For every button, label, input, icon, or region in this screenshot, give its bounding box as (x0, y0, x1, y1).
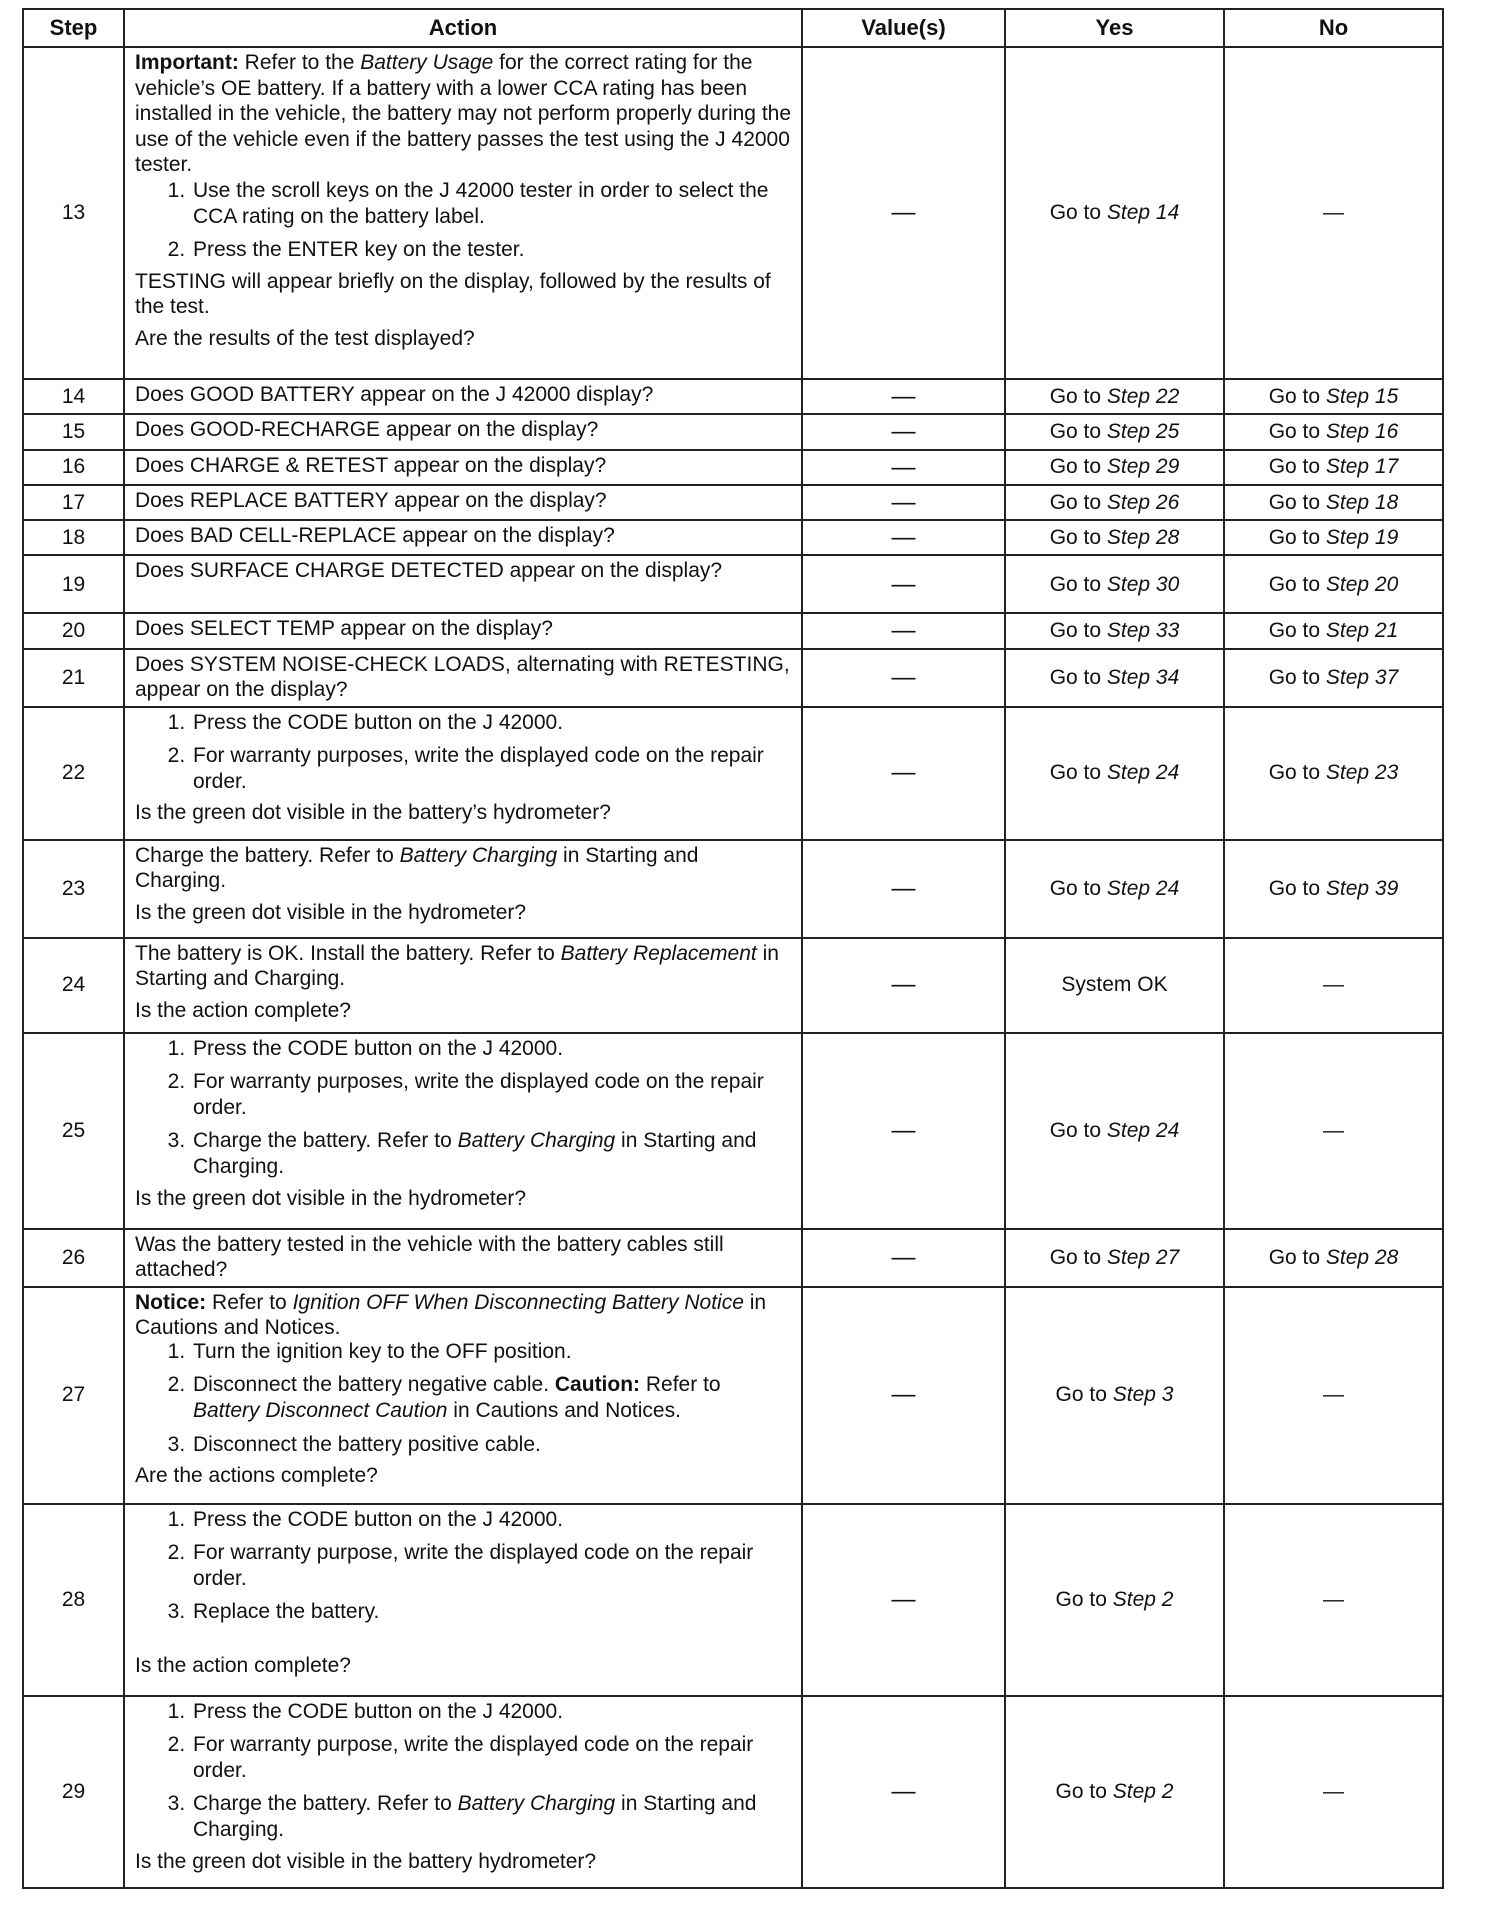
yes-step-link: Step 25 (1106, 420, 1180, 444)
no-cell: Go to Step 28 (1224, 1229, 1443, 1287)
list-item: 2. For warranty purposes, write the displayed code on the repair order. (191, 1069, 791, 1120)
table-row (23, 555, 1443, 613)
no-cell: — (1224, 1696, 1443, 1888)
ignition-off-notice-reference: Ignition OFF When Disconnecting Battery Notice (292, 1290, 744, 1314)
list-item: 2. Disconnect the battery negative cable. Caution: Refer to Battery Disconnect Caution in Cautions and Notices. (191, 1372, 791, 1423)
battery-charging-reference: Battery Charging (457, 1792, 616, 1816)
value-cell: — (802, 1696, 1005, 1888)
yes-step-link: Step 22 (1106, 384, 1180, 408)
yes-step-link: Step 24 (1106, 1118, 1180, 1142)
action-question: Are the results of the test displayed? (135, 327, 475, 351)
value-cell: — (802, 379, 1005, 414)
list-item: 2. For warranty purpose, write the displayed code on the repair order. (191, 1540, 791, 1591)
list-item: 1. Use the scroll keys on the J 42000 tester in order to select the CCA rating on the battery label. (191, 178, 791, 229)
step-number: 14 (23, 379, 124, 414)
procedure-list (135, 710, 791, 795)
action-question: Is the green dot visible in the hydrometer? (135, 900, 527, 924)
value-cell: — (802, 520, 1005, 555)
yes-cell: Go to Step 24 (1005, 840, 1224, 938)
yes-step-link: Step 3 (1112, 1383, 1174, 1407)
no-cell: Go to Step 37 (1224, 649, 1443, 707)
value-cell: — (802, 1287, 1005, 1504)
action-cell (124, 485, 802, 520)
value-cell: — (802, 47, 1005, 379)
list-item: 3. Charge the battery. Refer to Battery Charging in Starting and Charging. (191, 1128, 791, 1179)
yes-cell: Go to Step 27 (1005, 1229, 1224, 1287)
no-step-link: Step 37 (1325, 665, 1399, 689)
step-number: 25 (23, 1033, 124, 1229)
procedure-list (135, 1339, 791, 1457)
procedure-list (135, 1507, 791, 1625)
yes-cell: Go to Step 30 (1005, 555, 1224, 613)
step-number: 15 (23, 414, 124, 449)
no-cell: Go to Step 20 (1224, 555, 1443, 613)
yes-cell: Go to Step 34 (1005, 649, 1224, 707)
header-values: Value(s) (802, 9, 1005, 47)
action-cell (124, 840, 802, 938)
table-row (23, 379, 1443, 414)
yes-cell: System OK (1005, 938, 1224, 1033)
action-question: Is the green dot visible in the battery hydrometer? (135, 1849, 597, 1873)
action-question: Is the action complete? (135, 998, 351, 1022)
yes-step-link: Step 2 (1112, 1587, 1174, 1611)
no-cell: Go to Step 23 (1224, 707, 1443, 840)
action-cell (124, 555, 802, 613)
table-row (23, 450, 1443, 485)
value-cell: — (802, 414, 1005, 449)
value-cell: — (802, 1033, 1005, 1229)
yes-step-link: Step 27 (1106, 1245, 1180, 1269)
action-question: Does SYSTEM NOISE-CHECK LOADS, alternating with RETESTING, appear on the display? (135, 652, 790, 702)
action-question: Is the action complete? (135, 1654, 351, 1678)
diagnostic-table (22, 8, 1444, 1889)
no-step-link: Step 16 (1325, 420, 1399, 444)
yes-cell: Go to Step 2 (1005, 1504, 1224, 1696)
list-item: 1. Press the CODE button on the J 42000. (191, 1507, 791, 1533)
no-cell: — (1224, 1504, 1443, 1696)
table-row (23, 1229, 1443, 1287)
procedure-list (135, 1699, 791, 1843)
yes-cell: Go to Step 24 (1005, 707, 1224, 840)
no-cell: — (1224, 1033, 1443, 1229)
list-item: 3. Charge the battery. Refer to Battery Charging in Starting and Charging. (191, 1791, 791, 1842)
header-yes: Yes (1005, 9, 1224, 47)
yes-step-link: Step 34 (1106, 665, 1180, 689)
no-cell: Go to Step 19 (1224, 520, 1443, 555)
battery-disconnect-caution-reference: Battery Disconnect Caution (193, 1399, 448, 1423)
action-question: Does SURFACE CHARGE DETECTED appear on the display? (135, 559, 723, 583)
action-cell (124, 938, 802, 1033)
list-item: 1. Press the CODE button on the J 42000. (191, 1699, 791, 1725)
step-number: 19 (23, 555, 124, 613)
step-number: 16 (23, 450, 124, 485)
action-cell (124, 1696, 802, 1888)
yes-cell: Go to Step 3 (1005, 1287, 1224, 1504)
battery-charging-reference: Battery Charging (399, 843, 558, 867)
notice-paragraph: Notice: Refer to Ignition OFF When Disconnecting Battery Notice in Cautions and Notices. (135, 1290, 767, 1340)
action-question: Was the battery tested in the vehicle with the battery cables still attached? (135, 1232, 724, 1282)
step-number: 18 (23, 520, 124, 555)
no-cell: — (1224, 47, 1443, 379)
action-question: Are the actions complete? (135, 1464, 378, 1488)
list-item: 2. For warranty purposes, write the displayed code on the repair order. (191, 743, 791, 794)
no-step-link: Step 28 (1325, 1245, 1399, 1269)
battery-usage-reference: Battery Usage (360, 51, 494, 74)
yes-step-link: Step 33 (1106, 619, 1180, 643)
caution-label: Caution: (554, 1373, 641, 1397)
step-number: 13 (23, 47, 124, 379)
step-number: 17 (23, 485, 124, 520)
action-cell (124, 414, 802, 449)
action-cell (124, 47, 802, 379)
table-row (23, 1696, 1443, 1888)
yes-step-link: Step 30 (1106, 572, 1180, 596)
table-row (23, 414, 1443, 449)
value-cell: — (802, 450, 1005, 485)
step-number: 27 (23, 1287, 124, 1504)
table-row (23, 649, 1443, 707)
important-paragraph: Important: Refer to the Battery Usage for the correct rating for the vehicle’s OE battery. If a battery with a lower CCA rating has been installed in the vehicle, the battery may not perform properly during the use of the vehicle even if the battery passes the test using the J 42000 tester. (135, 51, 792, 177)
step-number: 21 (23, 649, 124, 707)
step-number: 26 (23, 1229, 124, 1287)
action-cell (124, 1033, 802, 1229)
yes-cell: Go to Step 14 (1005, 47, 1224, 379)
table-row (23, 707, 1443, 840)
no-step-link: Step 39 (1325, 876, 1399, 900)
yes-cell: Go to Step 2 (1005, 1696, 1224, 1888)
action-cell (124, 613, 802, 648)
yes-step-link: Step 24 (1106, 876, 1180, 900)
list-item: 3. Replace the battery. (191, 1599, 791, 1625)
no-step-link: Step 17 (1325, 455, 1399, 479)
action-question: Does BAD CELL-REPLACE appear on the display? (135, 524, 615, 548)
yes-cell: Go to Step 25 (1005, 414, 1224, 449)
value-cell: — (802, 1504, 1005, 1696)
procedure-list (135, 178, 791, 263)
no-step-link: Step 19 (1325, 525, 1399, 549)
no-step-link: Step 15 (1325, 384, 1399, 408)
action-text: Charge the battery. Refer to Battery Charging in Starting and Charging. (135, 843, 699, 893)
value-cell: — (802, 649, 1005, 707)
table-row (23, 520, 1443, 555)
step-number: 28 (23, 1504, 124, 1696)
header-step: Step (23, 9, 124, 47)
action-question: Does CHARGE & RETEST appear on the display? (135, 453, 607, 477)
action-question: Does GOOD BATTERY appear on the J 42000 display? (135, 383, 654, 406)
value-cell: — (802, 555, 1005, 613)
step-number: 20 (23, 613, 124, 648)
battery-replacement-reference: Battery Replacement (560, 941, 757, 965)
action-cell (124, 520, 802, 555)
yes-cell: Go to Step 24 (1005, 1033, 1224, 1229)
yes-step-link: Step 14 (1106, 201, 1180, 225)
list-item: 3. Disconnect the battery positive cable. (191, 1432, 791, 1458)
action-question: Does REPLACE BATTERY appear on the display? (135, 488, 607, 512)
list-item: 1. Press the CODE button on the J 42000. (191, 710, 791, 736)
table-row (23, 485, 1443, 520)
table-row (23, 938, 1443, 1033)
action-text: The battery is OK. Install the battery. Refer to Battery Replacement in Starting and Charging. (135, 941, 779, 991)
table-row (23, 1033, 1443, 1229)
value-cell: — (802, 938, 1005, 1033)
battery-charging-reference: Battery Charging (457, 1129, 616, 1153)
no-step-link: Step 20 (1325, 572, 1399, 596)
step-number: 24 (23, 938, 124, 1033)
no-step-link: Step 23 (1325, 761, 1399, 785)
value-cell: — (802, 1229, 1005, 1287)
action-question: Is the green dot visible in the battery’s hydrometer? (135, 801, 611, 825)
no-cell: Go to Step 17 (1224, 450, 1443, 485)
yes-step-link: Step 28 (1106, 525, 1180, 549)
no-cell: Go to Step 39 (1224, 840, 1443, 938)
yes-step-link: Step 26 (1106, 490, 1180, 514)
no-step-link: Step 18 (1325, 490, 1399, 514)
no-cell: — (1224, 1287, 1443, 1504)
step-number: 22 (23, 707, 124, 840)
action-cell (124, 649, 802, 707)
action-question: Does SELECT TEMP appear on the display? (135, 617, 553, 641)
yes-cell: Go to Step 29 (1005, 450, 1224, 485)
action-cell (124, 450, 802, 485)
header-action: Action (124, 9, 802, 47)
action-cell (124, 379, 802, 414)
procedure-list (135, 1036, 791, 1180)
value-cell: — (802, 707, 1005, 840)
no-cell: — (1224, 938, 1443, 1033)
value-cell: — (802, 613, 1005, 648)
no-cell: Go to Step 16 (1224, 414, 1443, 449)
action-cell (124, 707, 802, 840)
value-cell: — (802, 485, 1005, 520)
yes-cell: Go to Step 22 (1005, 379, 1224, 414)
action-question: Does GOOD-RECHARGE appear on the display? (135, 418, 599, 442)
yes-cell: Go to Step 28 (1005, 520, 1224, 555)
yes-step-link: Step 2 (1112, 1779, 1174, 1803)
no-cell: Go to Step 18 (1224, 485, 1443, 520)
yes-step-link: Step 24 (1106, 761, 1180, 785)
no-step-link: Step 21 (1325, 619, 1399, 643)
step-number: 29 (23, 1696, 124, 1888)
no-cell: Go to Step 15 (1224, 379, 1443, 414)
list-item: 1. Press the CODE button on the J 42000. (191, 1036, 791, 1062)
table-row (23, 47, 1443, 379)
action-cell (124, 1504, 802, 1696)
action-cell (124, 1287, 802, 1504)
list-item: 2. Press the ENTER key on the tester. (191, 237, 791, 263)
notice-label: Notice: (135, 1290, 207, 1314)
step-number: 23 (23, 840, 124, 938)
header-row (23, 9, 1443, 47)
list-item: 1. Turn the ignition key to the OFF position. (191, 1339, 791, 1365)
header-no: No (1224, 9, 1443, 47)
table-row (23, 1504, 1443, 1696)
value-cell: — (802, 840, 1005, 938)
no-cell: Go to Step 21 (1224, 613, 1443, 648)
yes-step-link: Step 29 (1106, 455, 1180, 479)
yes-cell: Go to Step 26 (1005, 485, 1224, 520)
action-note: TESTING will appear briefly on the display, followed by the results of the test. (135, 269, 771, 319)
action-question: Is the green dot visible in the hydrometer? (135, 1186, 527, 1210)
table-row (23, 1287, 1443, 1504)
important-label: Important: (135, 51, 239, 74)
action-cell (124, 1229, 802, 1287)
yes-cell: Go to Step 33 (1005, 613, 1224, 648)
table-row (23, 840, 1443, 938)
table-row (23, 613, 1443, 648)
list-item: 2. For warranty purpose, write the displayed code on the repair order. (191, 1732, 791, 1783)
